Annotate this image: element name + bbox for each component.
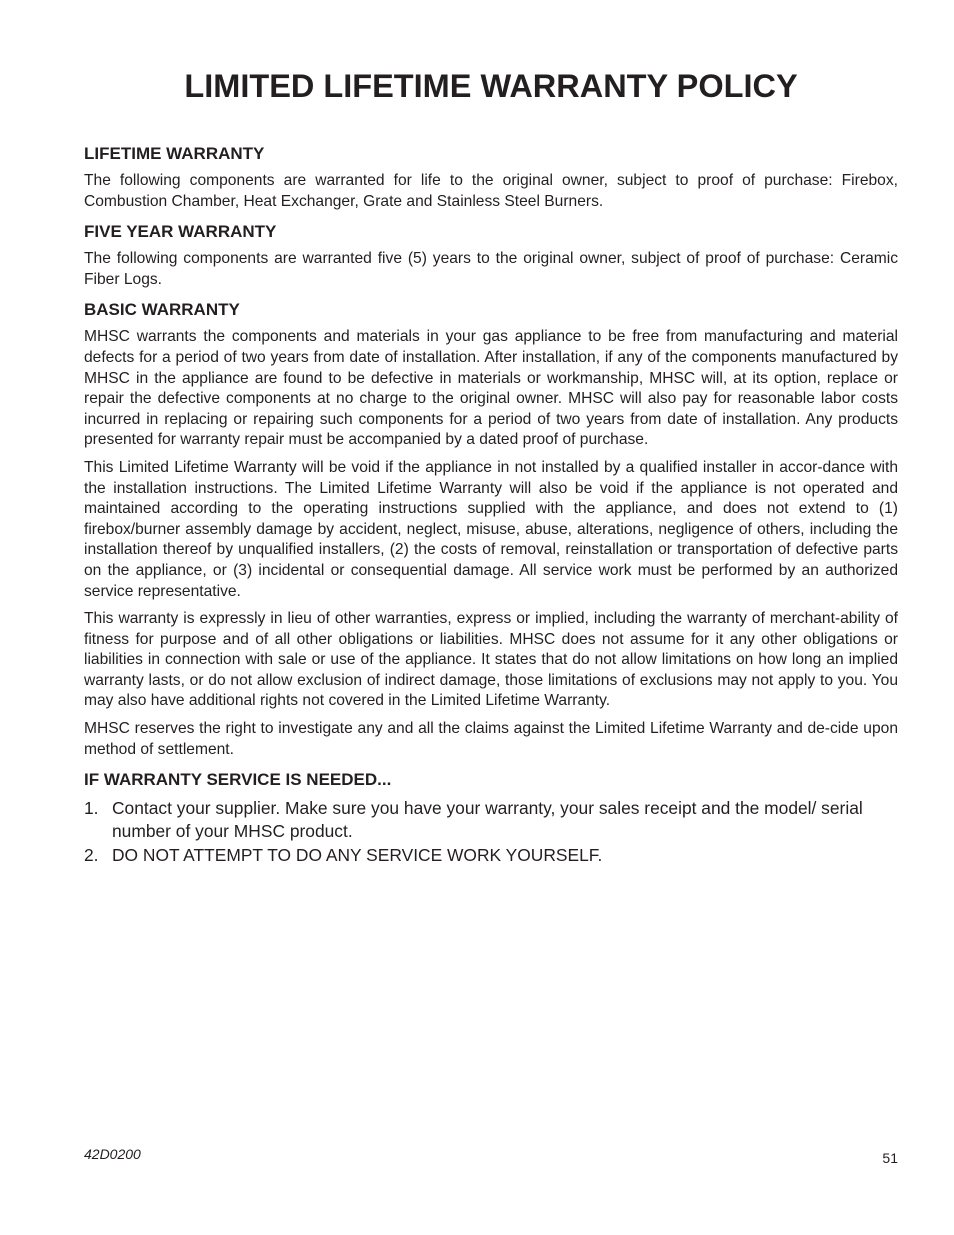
- section-heading-warranty-service: IF WARRANTY SERVICE IS NEEDED...: [84, 770, 392, 790]
- document-body: [84, 143, 898, 869]
- list-item: [84, 797, 898, 842]
- five-year-warranty-paragraph: The following components are warranted five (5) years to the original owner, subject of proof of purchase: Ceramic Fiber Logs.: [84, 250, 898, 288]
- list-item-number: 1.: [84, 798, 99, 819]
- page-title: LIMITED LIFETIME WARRANTY POLICY: [184, 68, 798, 104]
- list-item: [84, 844, 898, 867]
- lifetime-warranty-paragraph: The following components are warranted for life to the original owner, subject to proof of purchase: Firebox, Combustion Chamber, Heat Exchanger, Grate and Stainless Steel Burners.: [84, 172, 898, 210]
- basic-warranty-paragraph-3: This warranty is expressly in lieu of other warranties, express or implied, including the warranty of merchant-ability of fitness for purpose and of all other obligations or liabilities. MHSC does not assume for it any other obligations or liabilities in connection with sale or use of the appliance. It states that do not allow limitations on how long an implied warranty lasts, or do not allow exclusion of indirect damage, those limitations of exclusions may not apply to you. You may also have additional rights not covered in the Limited Lifetime Warranty.: [84, 610, 898, 710]
- list-item-text: Contact your supplier. Make sure you have your warranty, your sales receipt and the model/ serial number of your MHSC product.: [112, 798, 863, 841]
- section-heading-basic-warranty: BASIC WARRANTY: [84, 300, 240, 320]
- basic-warranty-paragraph-2: This Limited Lifetime Warranty will be void if the appliance in not installed by a qualified installer in accor-dance with the installation instructions. The Limited Lifetime Warranty will also be void if the appliance is not operated and maintained according to the operating instructions supplied with the appliance, and does not extend to (1) firebox/burner assembly damage by accident, neglect, misuse, abuse, alterations, negligence of others, including the installation thereof by unqualified installers, (2) the costs of removal, reinstallation or transportation of defective parts on the appliance, or (3) incidental or consequential damage. All service work must be performed by an authorized service representative.: [84, 458, 898, 600]
- footer-page-number: 51: [882, 1150, 898, 1166]
- warranty-service-steps: [84, 797, 898, 867]
- document-page: [84, 0, 898, 1235]
- footer-document-number: 42D0200: [84, 1146, 141, 1162]
- basic-warranty-paragraph-4: MHSC reserves the right to investigate any and all the claims against the Limited Lifetime Warranty and de-cide upon method of settlement.: [84, 720, 898, 758]
- basic-warranty-paragraph-1: MHSC warrants the components and materials in your gas appliance to be free from manufacturing and material defects for a period of two years from date of installation. After installation, if any of the components manufactured by MHSC in the appliance are found to be defective in materials or workmanship, MHSC will, at its option, replace or repair the defective components at no charge to the original owner. MHSC will also pay for reasonable labor costs incurred in replacing or repairing such components for a period of two years from date of installation. Any products presented for warranty repair must be accompanied by a dated proof of purchase.: [84, 328, 898, 449]
- list-item-text: DO NOT ATTEMPT TO DO ANY SERVICE WORK YOURSELF.: [112, 845, 603, 866]
- list-item-number: 2.: [84, 845, 99, 866]
- section-heading-lifetime-warranty: LIFETIME WARRANTY: [84, 144, 265, 163]
- section-heading-five-year-warranty: FIVE YEAR WARRANTY: [84, 222, 277, 242]
